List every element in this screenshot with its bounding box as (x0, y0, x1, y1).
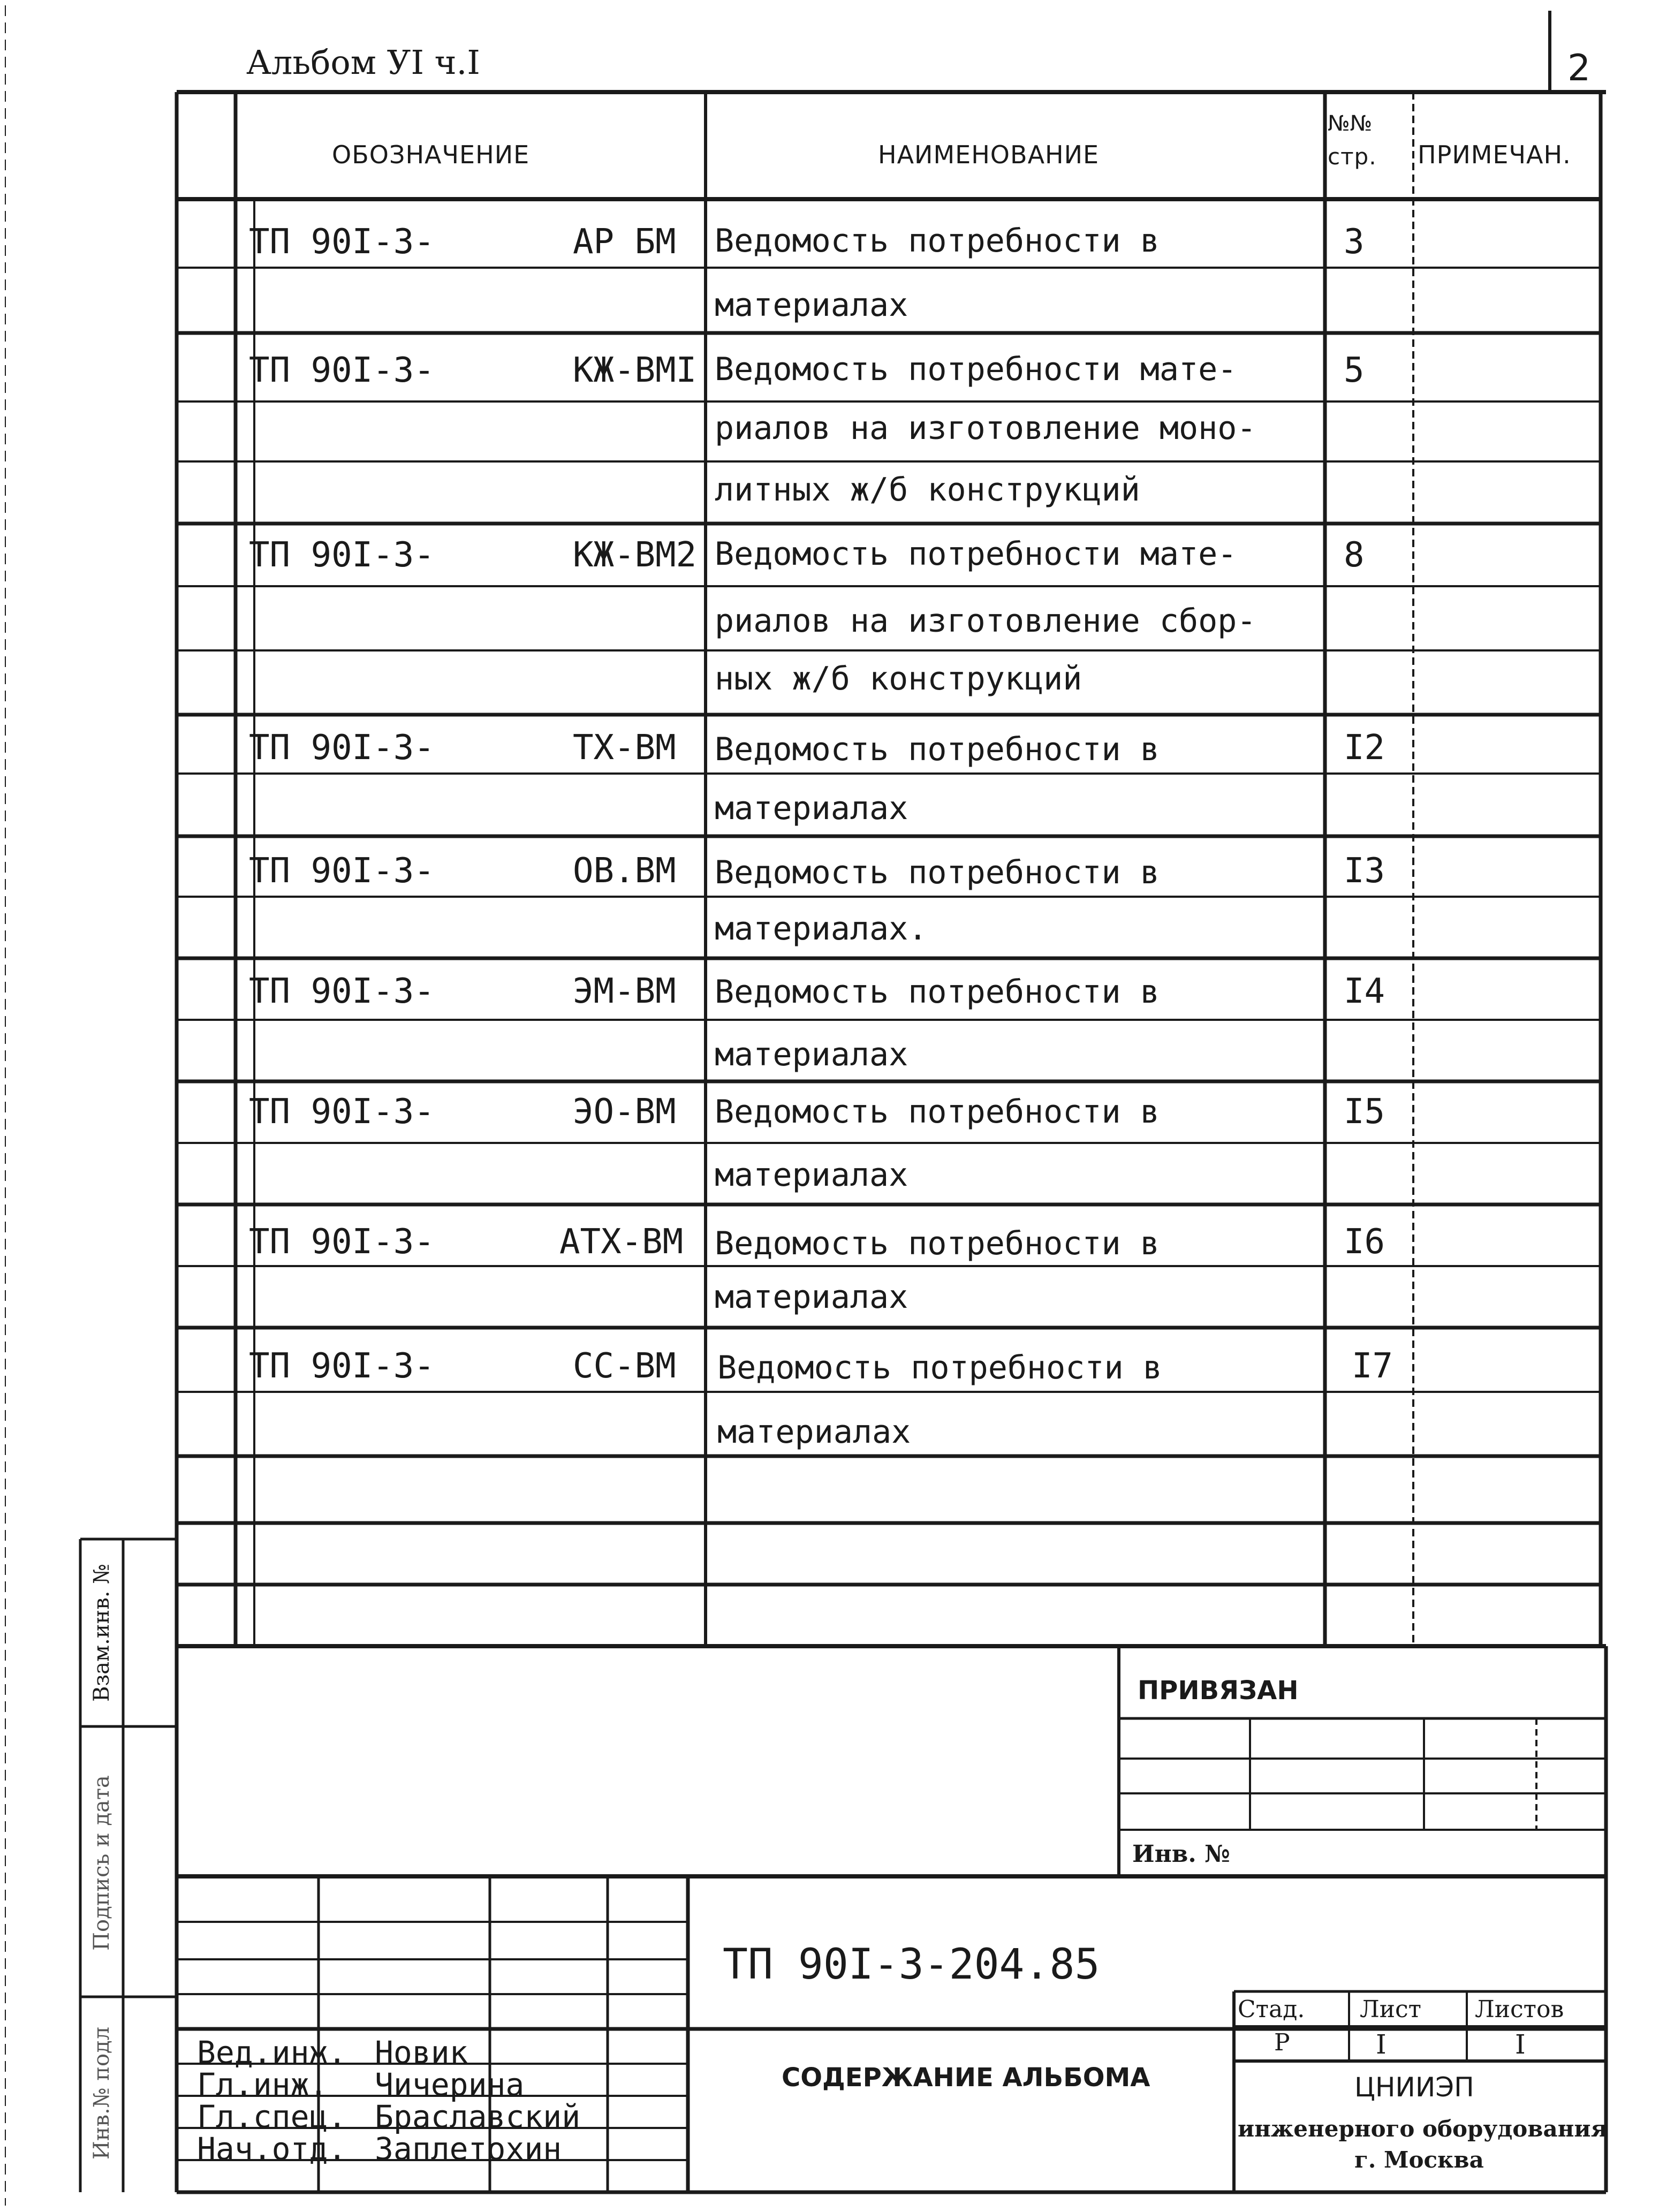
col-header-number-sign: №№ (1328, 111, 1373, 136)
row-8-name-1: Ведомость потребности в (715, 1225, 1160, 1262)
page-number: 2 (1567, 47, 1591, 89)
signer-3-name: Браславский (375, 2099, 581, 2135)
row-6-name-1: Ведомость потребности в (715, 973, 1160, 1011)
row-2-name-2: риалов на изготовление моно- (715, 410, 1256, 447)
sheet-value: I (1376, 2029, 1387, 2060)
row-6-suffix: ЭМ-ВМ (573, 972, 676, 1011)
row-4-suffix: ТХ-ВМ (573, 728, 676, 768)
inv-number-label: Инв. № (1132, 1840, 1230, 1868)
signer-3-role: Гл.спец. (197, 2099, 347, 2135)
signer-4-role: Нач.отд. (197, 2131, 347, 2167)
signer-2-role: Гл.инж. (197, 2066, 328, 2103)
row-3-name-1: Ведомость потребности мате- (715, 535, 1237, 573)
row-5-code: ТП 90I-3- (249, 851, 435, 891)
row-9-name-2: материалах (717, 1413, 911, 1451)
col-header-page: стр. (1328, 143, 1377, 170)
row-3-page: 8 (1344, 535, 1365, 575)
row-2-name-3: литных ж/б конструкций (715, 471, 1140, 509)
album-title: Альбом УI ч.I (246, 43, 480, 82)
row-8-page: I6 (1344, 1222, 1385, 1262)
row-4-page: I2 (1344, 728, 1385, 768)
signer-1-role: Вед.инж. (197, 2034, 347, 2071)
org-city: г. Москва (1354, 2147, 1484, 2173)
row-2-suffix: КЖ-ВМI (573, 351, 697, 390)
row-2-page: 5 (1344, 351, 1365, 390)
row-5-suffix: ОВ.ВМ (573, 851, 676, 891)
row-7-name-2: материалах (715, 1156, 908, 1194)
row-3-suffix: КЖ-ВМ2 (573, 535, 697, 575)
row-6-page: I4 (1344, 972, 1385, 1011)
row-5-page: I3 (1344, 851, 1385, 891)
sheet-label: Лист (1360, 1996, 1422, 2023)
row-8-code: ТП 90I-3- (249, 1222, 435, 1262)
row-7-page: I5 (1344, 1092, 1385, 1132)
privyazan-label: ПРИВЯЗАН (1138, 1676, 1299, 1706)
row-3-code: ТП 90I-3- (249, 535, 435, 575)
col-header-name: НАИМЕНОВАНИЕ (878, 140, 1100, 169)
document-code: ТП 90I-3-204.85 (723, 1941, 1100, 1989)
row-6-name-2: материалах (715, 1036, 908, 1073)
stamp-sign-date: Подпись и дата (89, 1775, 114, 1951)
row-5-name-1: Ведомость потребности в (715, 854, 1160, 891)
row-9-suffix: СС-ВМ (573, 1346, 676, 1386)
row-7-code: ТП 90I-3- (249, 1092, 435, 1132)
row-4-code: ТП 90I-3- (249, 728, 435, 768)
row-1-page: 3 (1344, 222, 1365, 262)
sheets-label: Листов (1475, 1996, 1564, 2023)
row-7-suffix: ЭО-ВМ (573, 1092, 676, 1132)
sheet-title: СОДЕРЖАНИЕ АЛЬБОМА (782, 2063, 1150, 2093)
row-5-name-2: материалах. (715, 910, 928, 948)
row-2-code: ТП 90I-3- (249, 351, 435, 390)
row-6-code: ТП 90I-3- (249, 972, 435, 1011)
row-3-name-2: риалов на изготовление сбор- (715, 602, 1256, 640)
org-name-line-1: ЦНИИЭП (1354, 2072, 1474, 2103)
stage-label: Стад. (1238, 1996, 1305, 2023)
row-1-name-2: материалах (715, 286, 908, 324)
row-3-name-3: ных ж/б конструкций (715, 660, 1082, 698)
signer-1-name: Новик (375, 2034, 468, 2071)
sheets-value: I (1515, 2029, 1526, 2060)
row-2-name-1: Ведомость потребности мате- (715, 351, 1237, 388)
row-7-name-1: Ведомость потребности в (715, 1093, 1160, 1131)
stamp-replacement-inv: Взам.инв. № (89, 1563, 114, 1702)
row-8-name-2: материалах (715, 1278, 908, 1316)
stage-value: Р (1274, 2029, 1290, 2056)
org-name-line-2: инженерного оборудования (1238, 2116, 1608, 2142)
stamp-original-inv: Инв.№ подл (89, 2026, 114, 2160)
signer-4-name: Заплетохин (375, 2131, 562, 2167)
row-9-code: ТП 90I-3- (249, 1346, 435, 1386)
signer-2-name: Чичерина (375, 2066, 525, 2103)
row-1-name-1: Ведомость потребности в (715, 222, 1160, 260)
col-header-notes: ПРИМЕЧАН. (1418, 140, 1571, 169)
row-1-code: ТП 90I-3- (249, 222, 435, 262)
row-9-name-1: Ведомость потребности в (717, 1349, 1162, 1387)
row-1-suffix: АР БМ (573, 222, 676, 262)
row-4-name-1: Ведомость потребности в (715, 731, 1160, 768)
row-8-suffix: АТХ-ВМ (559, 1222, 684, 1262)
row-9-page: I7 (1352, 1346, 1393, 1386)
row-4-name-2: материалах (715, 790, 908, 827)
col-header-designation: ОБОЗНАЧЕНИЕ (332, 140, 530, 169)
